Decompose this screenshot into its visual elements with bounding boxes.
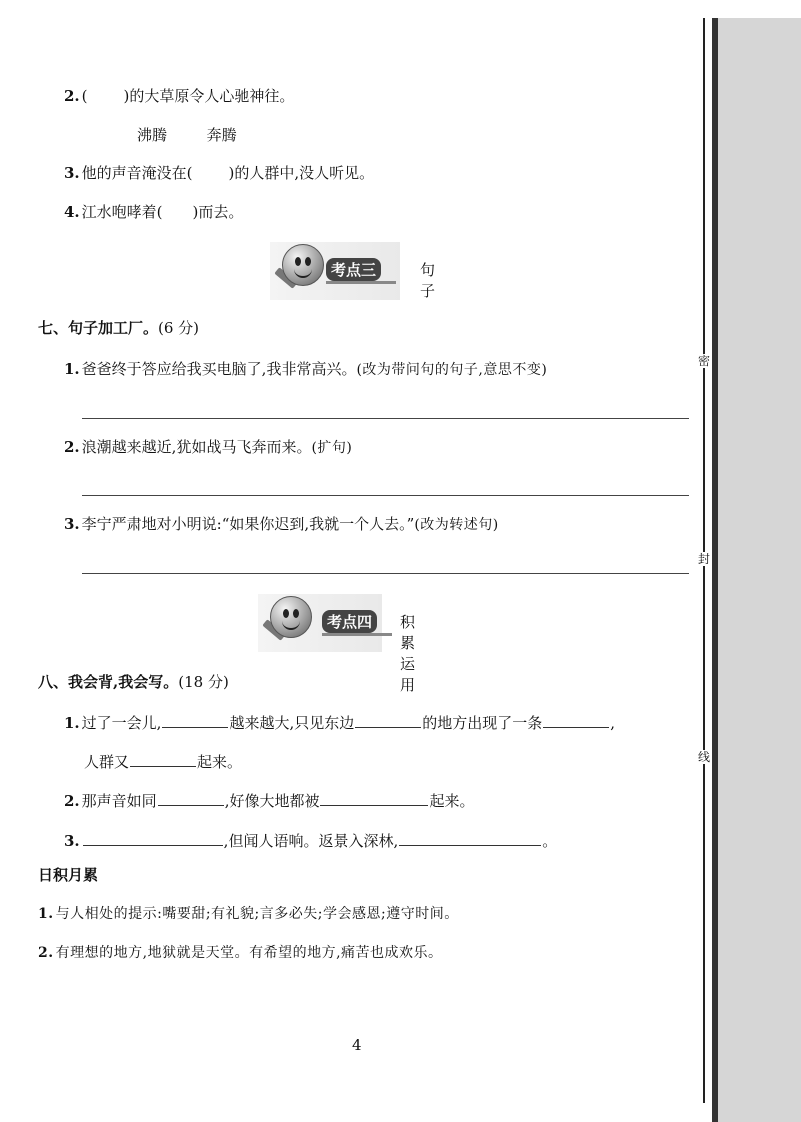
page-number: 4 xyxy=(352,1036,362,1054)
question-7-1: 1. 爸爸终于答应给我买电脑了,我非常高兴。(改为带问句的句子,意思不变) xyxy=(64,360,548,378)
choice-1: 沸腾 xyxy=(137,126,168,144)
question-8-3: 3. ,但闻人语响。返景入深林, 。 xyxy=(64,832,558,850)
fill-blank[interactable] xyxy=(543,712,609,728)
answer-line-7-3[interactable] xyxy=(82,573,689,574)
question-6-4: 4. 江水咆哮着( )而去。 xyxy=(64,203,244,221)
question-6-2: 2. ( )的大草原令人心驰神往。 xyxy=(64,87,295,105)
question-8-1-line2: 人群又 起来。 xyxy=(84,753,243,771)
badge-tag: 考点四 xyxy=(322,610,377,633)
question-7-3: 3. 李宁严肃地对小明说:“如果你迟到,我就一个人去。”(改为转述句) xyxy=(64,515,499,533)
accumulate-item-1: 1. 与人相处的提示:嘴要甜;有礼貌;言多必失;学会感恩;遵守时间。 xyxy=(38,906,459,922)
badge-title: 句子 xyxy=(420,261,436,300)
fill-blank[interactable] xyxy=(158,790,224,806)
badge-kaodian-4 xyxy=(258,594,416,694)
badge-title: 积累运用 xyxy=(400,613,416,694)
choice-row xyxy=(137,125,237,145)
binding-line-outer xyxy=(712,18,718,1122)
section-8-heading: 八、我会背,我会写。(18 分) xyxy=(38,673,229,691)
seal-char-xian: 线 xyxy=(697,750,710,764)
question-6-3: 3. 他的声音淹没在( )的人群中,没人听见。 xyxy=(64,164,375,182)
seal-char-mi: 密 xyxy=(697,354,710,368)
answer-line-7-1[interactable] xyxy=(82,418,689,419)
badge-kaodian-3 xyxy=(270,242,436,300)
answer-line-7-2[interactable] xyxy=(82,495,689,496)
smiley-icon xyxy=(270,596,312,638)
question-8-1-line1: 1. 过了一会儿, 越来越大,只见东边 的地方出现了一条 , xyxy=(64,714,616,732)
section-7-heading: 七、句子加工厂。(6 分) xyxy=(38,319,200,337)
seal-char-feng: 封 xyxy=(697,552,710,566)
question-7-2: 2. 浪潮越来越近,犹如战马飞奔而来。(扩句) xyxy=(64,438,353,456)
fill-blank[interactable] xyxy=(355,712,421,728)
fill-blank[interactable] xyxy=(320,790,428,806)
fill-blank[interactable] xyxy=(162,712,228,728)
question-8-2: 2. 那声音如同 ,好像大地都被 起来。 xyxy=(64,792,475,810)
choice-2: 奔腾 xyxy=(206,126,237,144)
badge-tag: 考点三 xyxy=(326,258,381,281)
fill-blank[interactable] xyxy=(130,751,196,767)
accumulate-heading: 日积月累 xyxy=(38,866,99,884)
fill-blank[interactable] xyxy=(399,830,541,846)
accumulate-item-2: 2. 有理想的地方,地狱就是天堂。有希望的地方,痛苦也成欢乐。 xyxy=(38,945,443,961)
smiley-icon xyxy=(282,244,324,286)
fill-blank[interactable] xyxy=(83,830,223,846)
binding-margin xyxy=(718,18,801,1122)
